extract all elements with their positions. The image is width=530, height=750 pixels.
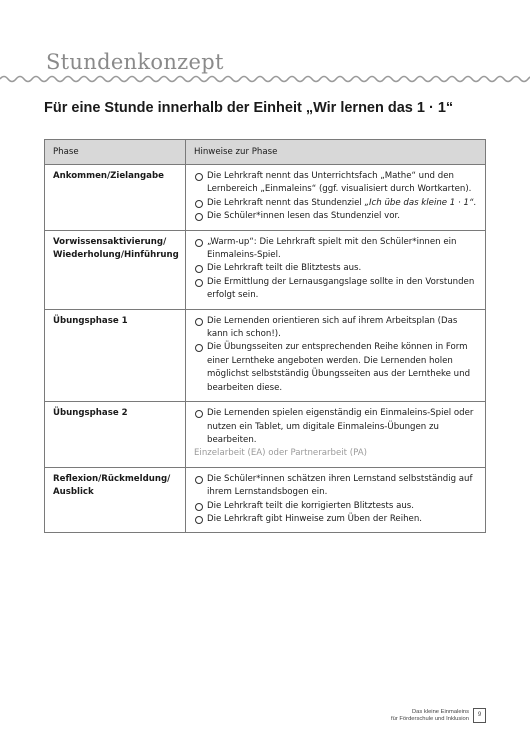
- lesson-goal-text: „Ich übe das kleine 1 · 1“: [364, 197, 474, 208]
- wave-divider: [0, 72, 530, 86]
- hint-item: Die Schüler*innen schätzen ihren Lernstand selbstständig auf ihrem Lernstandsbogen ein.: [194, 473, 477, 500]
- hints-cell: [186, 309, 486, 401]
- column-header-phase: Phase: [45, 140, 186, 165]
- phase-cell: Reflexion/Rückmeldung/ Ausblick: [45, 467, 186, 533]
- hints-cell: [186, 402, 486, 468]
- hint-item: Die Lernenden orientieren sich auf ihrem Arbeitsplan (Das kann ich schon!).: [194, 315, 477, 342]
- section-subtitle: Für eine Stunde innerhalb der Einheit „Wir lernen das 1 · 1“: [44, 100, 454, 116]
- column-header-hints: Hinweise zur Phase: [186, 140, 486, 165]
- hint-item: Die Lernenden spielen eigenständig ein Einmaleins-Spiel oder nutzen ein Tablet, um digitale Einmaleins-Übungen zu bearbeiten.: [194, 407, 477, 447]
- phase-cell: Ankommen/Zielangabe: [45, 165, 186, 231]
- phase-cell: Übungsphase 2: [45, 402, 186, 468]
- table-row: [45, 467, 486, 533]
- social-form-note: Einzelarbeit (EA) oder Partnerarbeit (PA): [194, 448, 367, 459]
- lesson-plan-table: [44, 139, 486, 533]
- hint-item: Die Ermittlung der Lernausgangslage sollte in den Vorstunden erfolgt sein.: [194, 276, 477, 303]
- page-footer: [391, 708, 486, 723]
- hint-item: Die Lehrkraft teilt die Blitztests aus.: [194, 262, 477, 275]
- table-header-row: [45, 140, 486, 165]
- hints-cell: [186, 165, 486, 231]
- hint-item: „Warm-up“: Die Lehrkraft spielt mit den Schüler*innen ein Einmaleins-Spiel.: [194, 236, 477, 263]
- table-row: [45, 230, 486, 309]
- hint-item: Die Lehrkraft gibt Hinweise zum Üben der Reihen.: [194, 513, 477, 526]
- table-row: [45, 165, 486, 231]
- hint-item: Die Lehrkraft teilt die korrigierten Blitztests aus.: [194, 500, 477, 513]
- page-number: 9: [473, 708, 486, 723]
- table-row: [45, 309, 486, 401]
- table-row: [45, 402, 486, 468]
- hints-cell: [186, 230, 486, 309]
- page-header-title: Stundenkonzept: [46, 50, 224, 74]
- hint-item: Die Lehrkraft nennt das Unterrichtsfach „Mathe“ und den Lernbereich „Einmaleins“ (ggf. visualisiert durch Wortkarten).: [194, 170, 477, 197]
- phase-cell: Vorwissensaktivierung/ Wiederholung/Hinführung: [45, 230, 186, 309]
- hint-item: Die Schüler*innen lesen das Stundenziel vor.: [194, 210, 477, 223]
- hints-cell: [186, 467, 486, 533]
- phase-cell: Übungsphase 1: [45, 309, 186, 401]
- hint-item: Die Lehrkraft nennt das Stundenziel „Ich übe das kleine 1 · 1“.: [194, 197, 477, 210]
- hint-item: Die Übungsseiten zur entsprechenden Reihe können in Form einer Lerntheke angeboten werden. Die Lernenden holen möglichst selbstständig Übungsseiten aus der Lerntheke und bearbeiten diese.: [194, 341, 477, 395]
- footer-book-title: Das kleine Einmaleins für Förderschule und Inklusion: [391, 708, 469, 722]
